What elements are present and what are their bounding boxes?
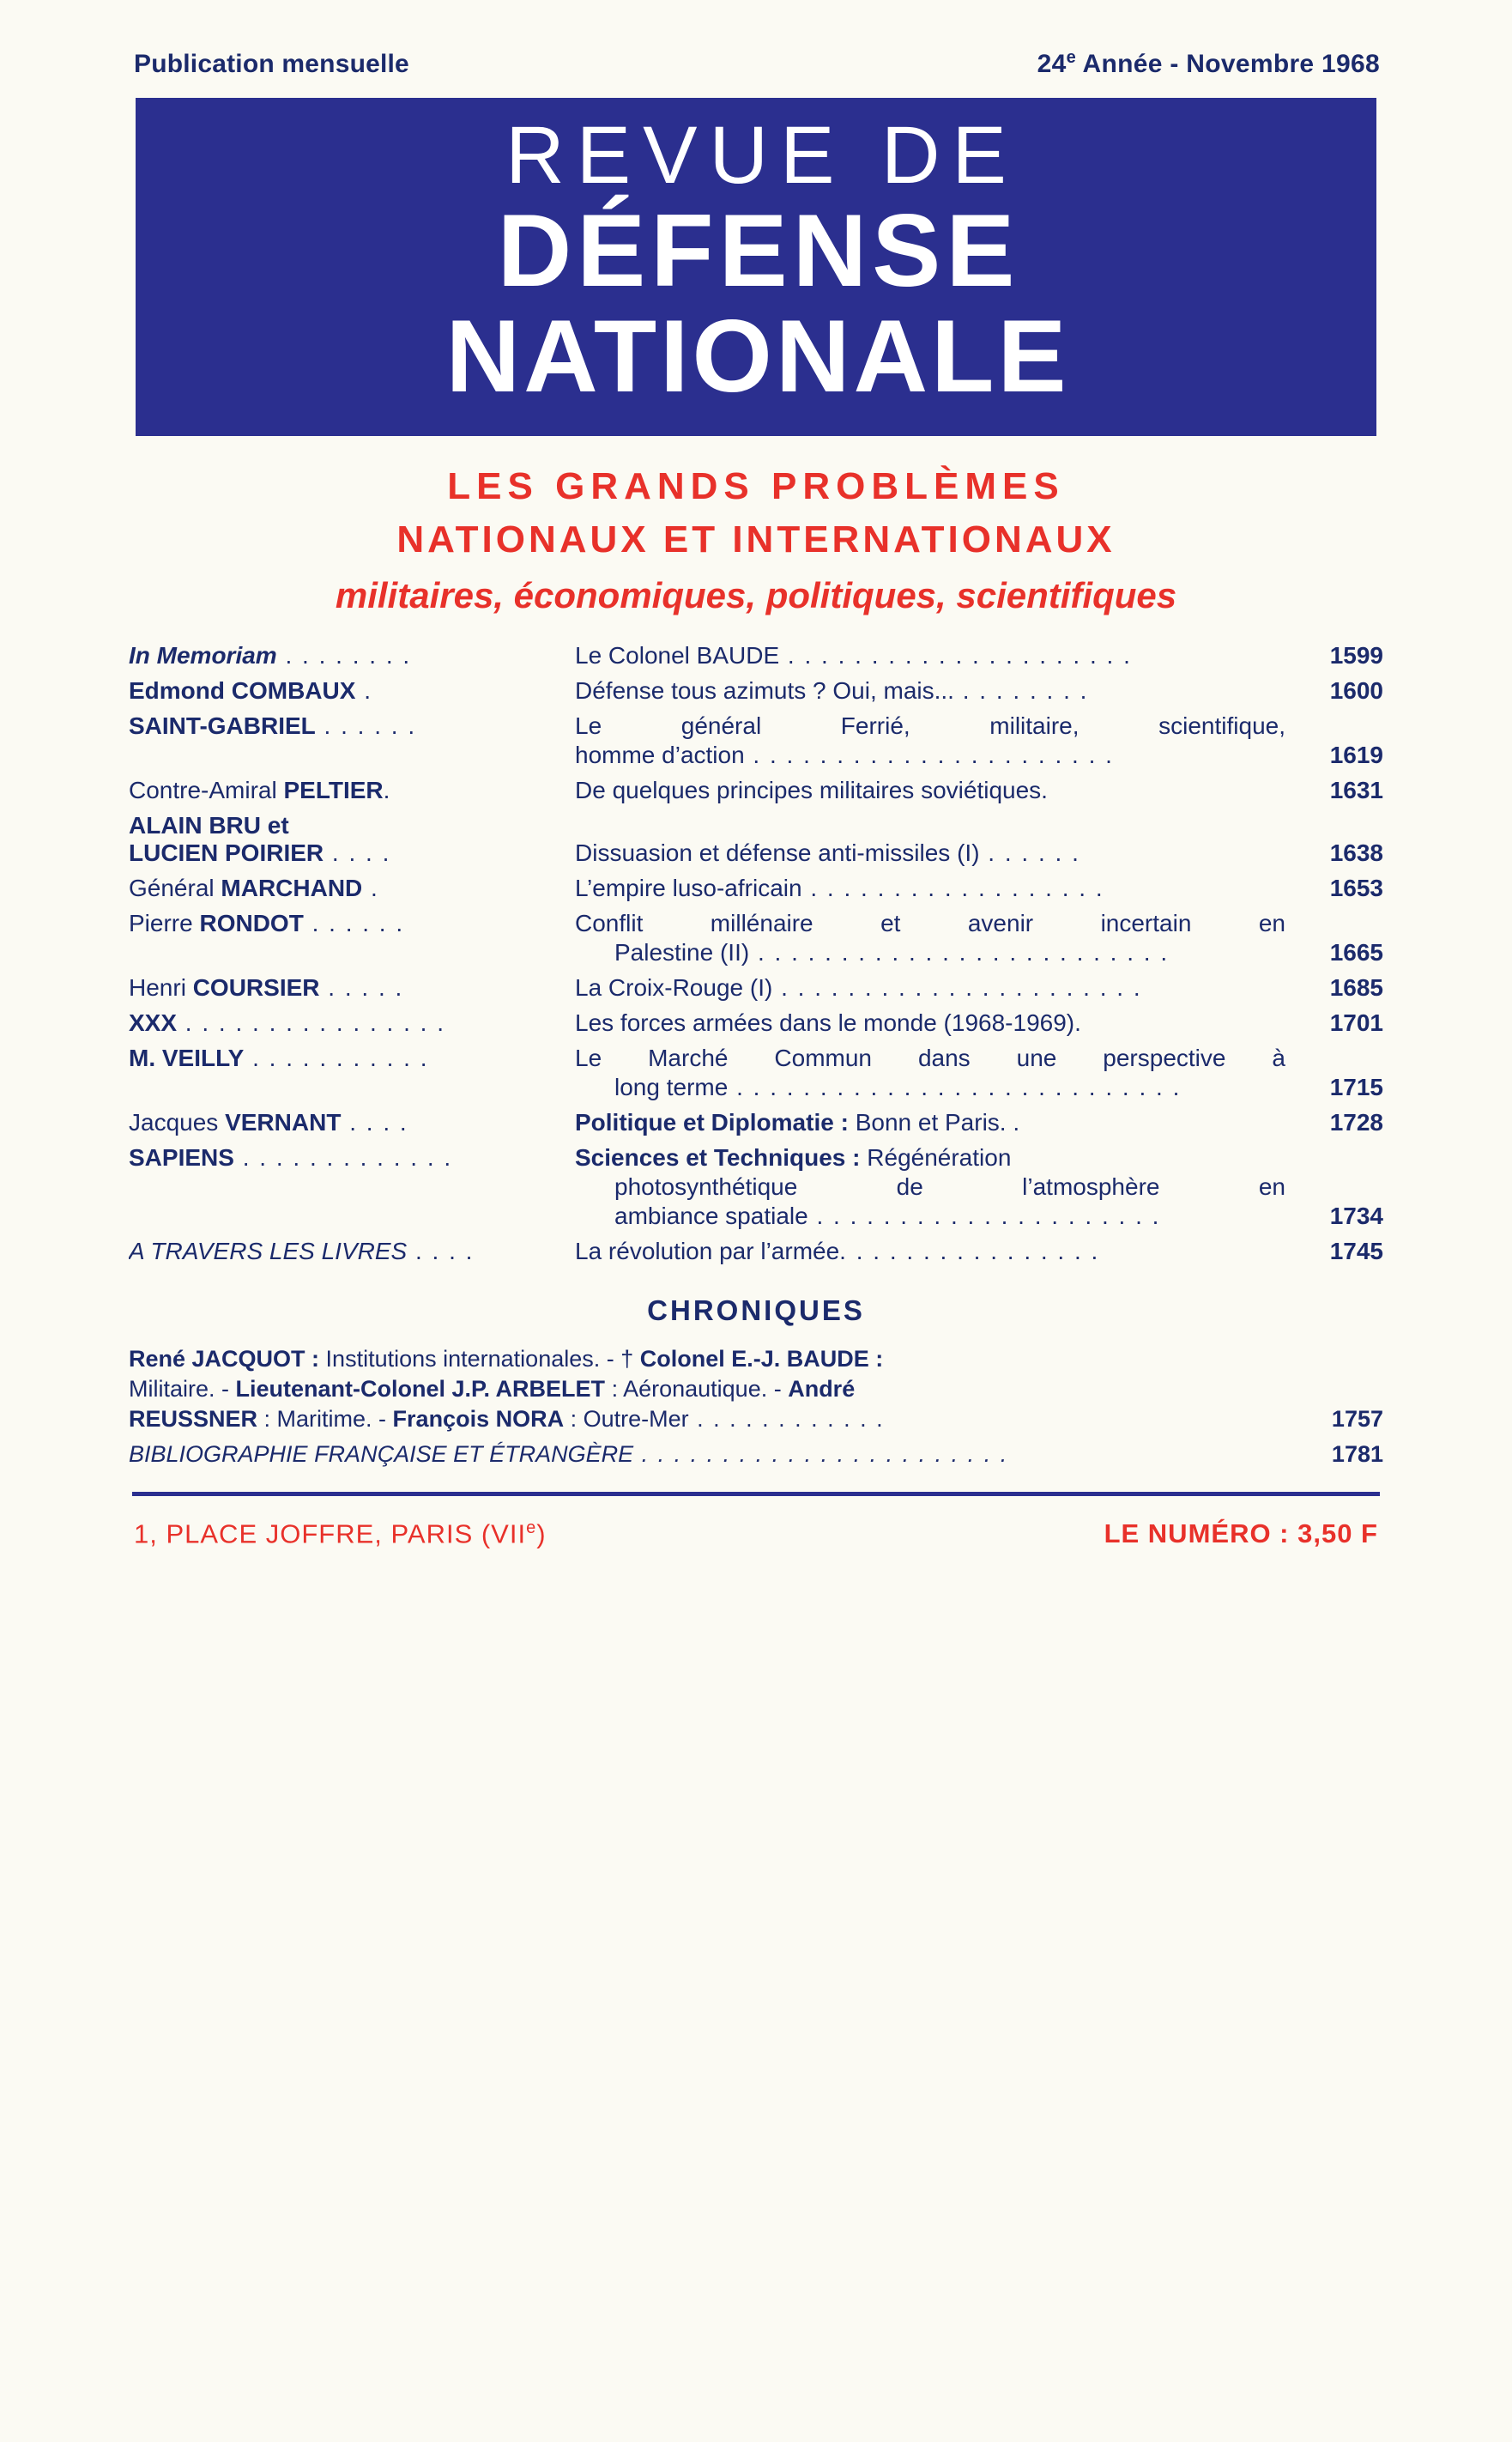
toc-title: L’empire luso-africain . . . . . . . . . . . . . . . . . . — [575, 874, 1104, 901]
masthead-line-2: DÉFENSE — [497, 192, 1020, 308]
subtitle-line-1: LES GRANDS PROBLÈMES — [447, 464, 1065, 507]
chroniques-page: 1757 — [1331, 1405, 1383, 1432]
toc-title: La révolution par l’armée. . . . . . . . . . . . . . . . — [575, 1237, 1100, 1264]
issue-date: 24e Année - Novembre 1968 — [1037, 48, 1380, 78]
toc-entry — [129, 1109, 1383, 1136]
toc-entry — [129, 712, 1383, 769]
toc-title: Le Colonel BAUDE . . . . . . . . . . . . . . . . . . . . . — [575, 641, 1132, 669]
toc-title: Dissuasion et défense anti-missiles (I) . . . . . . — [575, 839, 1080, 866]
publisher-address: 1, PLACE JOFFRE, PARIS (VIIe) — [134, 1518, 547, 1549]
subtitle-line-2: NATIONAUX ET INTERNATIONAUX — [396, 518, 1116, 561]
toc-title: Conflit millénaire et avenir incertain en Palestine (II) . . . . . . . . . . . . . . . . . . . . . . . . . — [575, 909, 1285, 966]
toc-author: Jacques VERNANT . . . . — [129, 1108, 408, 1136]
bibliography-page: 1781 — [1331, 1441, 1383, 1468]
toc-title: Sciences et Techniques : Régénération photosynthétique de l’atmosphère en ambiance spatiale . . . . . . . . . . . . . . . . . . . . . — [575, 1143, 1285, 1229]
masthead-line-3: NATIONALE — [445, 298, 1070, 414]
toc-title: Défense tous azimuts ? Oui, mais... . . . . . . . . — [575, 676, 1089, 704]
toc-author: Henri COURSIER . . . . . — [129, 973, 404, 1001]
toc-author: A TRAVERS LES LIVRES . . . . — [129, 1237, 475, 1264]
toc-page: 1715 — [1329, 1073, 1383, 1100]
footer — [129, 1518, 1383, 1549]
toc-page: 1745 — [1329, 1237, 1383, 1264]
toc-page: 1728 — [1329, 1108, 1383, 1136]
header-line — [129, 48, 1383, 79]
toc-title: De quelques principes militaires soviétiques. — [575, 776, 1048, 803]
toc-title: Politique et Diplomatie : Bonn et Paris. . — [575, 1108, 1020, 1136]
toc-author: Edmond COMBAUX . — [129, 676, 372, 704]
chroniques-line-1: René JACQUOT : Institutions internationales. - † Colonel E.-J. BAUDE : — [129, 1345, 884, 1372]
issue-price: LE NUMÉRO : 3,50 F — [1104, 1518, 1378, 1549]
toc-entry — [129, 1238, 1383, 1265]
toc-page: 1631 — [1329, 776, 1383, 803]
toc-author: Pierre RONDOT . . . . . . — [129, 909, 405, 936]
toc-page: 1734 — [1329, 1202, 1383, 1229]
toc-entry — [129, 1009, 1383, 1037]
toc-title: Les forces armées dans le monde (1968-1969). — [575, 1009, 1081, 1036]
toc-entry — [129, 677, 1383, 705]
subtitle-block — [129, 465, 1383, 616]
chroniques-heading: CHRONIQUES — [647, 1294, 865, 1326]
toc-author: ALAIN BRU et LUCIEN POIRIER . . . . — [129, 811, 391, 866]
toc-author: M. VEILLY . . . . . . . . . . . — [129, 1044, 429, 1071]
toc-entry — [129, 974, 1383, 1002]
toc-page: 1600 — [1329, 676, 1383, 704]
masthead-title-block — [136, 98, 1376, 436]
toc-page: 1653 — [1329, 874, 1383, 901]
toc-author: SAINT-GABRIEL . . . . . . — [129, 712, 417, 739]
toc-entry — [129, 812, 1383, 867]
toc-title: Le Marché Commun dans une perspective à long terme . . . . . . . . . . . . . . . . . . . . . . . . . . . — [575, 1044, 1285, 1100]
horizontal-divider — [132, 1492, 1380, 1496]
bibliography-line: BIBLIOGRAPHIE FRANÇAISE ET ÉTRANGÈRE . . . . . . . . . . . . . . . . . . . . . . . 1781 — [129, 1439, 1383, 1469]
masthead-line-1: REVUE DE — [505, 110, 1019, 201]
publication-frequency: Publication mensuelle — [134, 50, 409, 78]
toc-author: XXX . . . . . . . . . . . . . . . . — [129, 1009, 445, 1036]
toc-entry — [129, 777, 1383, 804]
toc-page: 1685 — [1329, 973, 1383, 1001]
chroniques-block — [129, 1344, 1383, 1469]
chroniques-line-2: Militaire. - Lieutenant-Colonel J.P. ARBELET : Aéronautique. - André — [129, 1375, 856, 1402]
toc-page: 1619 — [1329, 741, 1383, 768]
toc-page: 1701 — [1329, 1009, 1383, 1036]
chroniques-line-3: REUSSNER : Maritime. - François NORA : Outre-Mer . . . . . . . . . . . . 1757 — [129, 1404, 1383, 1434]
toc-author: SAPIENS . . . . . . . . . . . . . — [129, 1143, 453, 1171]
toc-entry — [129, 1045, 1383, 1101]
toc-title: La Croix-Rouge (I) . . . . . . . . . . . . . . . . . . . . . . — [575, 973, 1142, 1001]
toc-page: 1599 — [1329, 641, 1383, 669]
subtitle-line-3: militaires, économiques, politiques, scientifiques — [335, 574, 1177, 615]
toc-entry — [129, 642, 1383, 670]
toc-author: Général MARCHAND . — [129, 874, 379, 901]
toc-author: In Memoriam . . . . . . . . — [129, 641, 412, 669]
toc-entry — [129, 910, 1383, 966]
toc-page: 1638 — [1329, 839, 1383, 866]
table-of-contents — [129, 642, 1383, 1265]
toc-entry — [129, 1144, 1383, 1230]
toc-title: Le général Ferrié, militaire, scientifique, homme d’action . . . . . . . . . . . . . . . . . . . . . . — [575, 712, 1285, 768]
toc-entry — [129, 875, 1383, 902]
toc-author: Contre-Amiral PELTIER. — [129, 776, 392, 803]
toc-page: 1665 — [1329, 938, 1383, 966]
